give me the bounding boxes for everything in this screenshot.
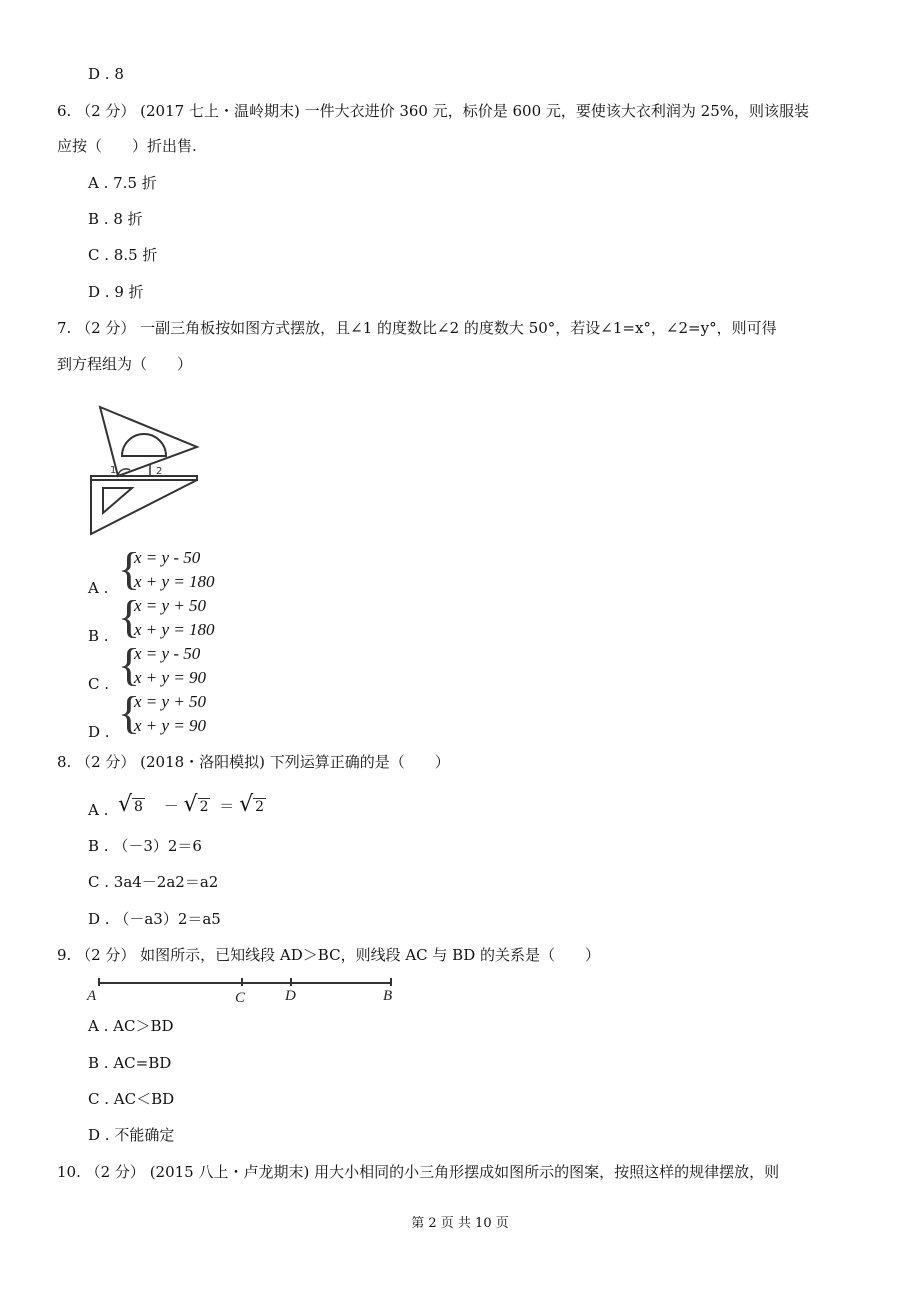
q9-option-a: A . AC＞BD xyxy=(88,1017,174,1035)
sqrt-icon: √ xyxy=(183,792,198,817)
q7-stem-line2: 到方程组为（ ） xyxy=(57,355,193,373)
q9-point-b: B xyxy=(383,988,393,1004)
q8-a-radicand-3: 2 xyxy=(255,799,265,815)
q7-option-b-label: B . xyxy=(88,627,109,645)
q7-angle2-label: 2 xyxy=(156,466,163,477)
q7-d-eq1: x = y + 50 xyxy=(134,692,207,711)
sqrt-icon: √ xyxy=(239,792,254,817)
q9-option-d: D . 不能确定 xyxy=(88,1126,175,1144)
q7-d-eq2: x + y = 90 xyxy=(134,716,207,735)
q7-b-eq2: x + y = 180 xyxy=(134,620,215,639)
q7-c-eq1: x = y - 50 xyxy=(134,644,201,663)
q9-point-c: C xyxy=(235,990,246,1004)
q5-option-d: D . 8 xyxy=(88,65,124,83)
q9-point-d: D xyxy=(285,988,296,1004)
q9-point-a: A xyxy=(87,988,97,1004)
q7-option-b-system xyxy=(118,591,238,644)
q7-b-eq1: x = y + 50 xyxy=(134,596,207,615)
q8-option-a-expr xyxy=(118,790,266,822)
q8-stem: 8. （2 分） (2018・洛阳模拟) 下列运算正确的是（ ） xyxy=(57,753,450,771)
q8-a-radicand-1: 8 xyxy=(134,799,143,815)
q6-stem-line1: 6. （2 分） (2017 七上・温岭期末) 一件大衣进价 360 元，标价是 600 元，要使该大衣利润为 25%，则该服装 xyxy=(57,102,810,120)
brace-icon: { xyxy=(118,543,141,594)
brace-icon: { xyxy=(118,687,141,738)
q8-option-a-label: A . xyxy=(88,801,109,819)
q8-option-c: C . 3a4－2a2＝a2 xyxy=(88,873,219,891)
q9-stem: 9. （2 分） 如图所示，已知线段 AD＞BC，则线段 AC 与 BD 的关系是（ ） xyxy=(57,946,600,964)
q7-triangle-figure xyxy=(85,400,205,540)
q7-option-c-label: C . xyxy=(88,675,110,693)
q7-stem-line1: 7. （2 分） 一副三角板按如图方式摆放，且∠1 的度数比∠2 的度数大 50°，若设∠1=x°，∠2=y°，则可得 xyxy=(57,319,777,337)
q7-c-eq2: x + y = 90 xyxy=(134,668,207,687)
q7-option-a-label: A . xyxy=(88,579,109,597)
q6-stem-line2: 应按（ ）折出售. xyxy=(57,137,197,155)
brace-icon: { xyxy=(118,591,141,642)
q6-option-b: B . 8 折 xyxy=(88,210,143,228)
brace-icon: { xyxy=(118,639,141,690)
q7-option-a-system xyxy=(118,543,238,596)
q8-option-d: D . （－a3）2＝a5 xyxy=(88,910,221,928)
q8-a-equals: ＝ xyxy=(219,797,235,815)
q7-option-d-system xyxy=(118,687,238,740)
q9-segment-figure xyxy=(85,974,405,1004)
q6-option-c: C . 8.5 折 xyxy=(88,246,158,264)
q7-option-c-system xyxy=(118,639,238,692)
q8-a-radicand-2: 2 xyxy=(199,799,209,815)
q6-option-a: A . 7.5 折 xyxy=(88,174,157,192)
q8-a-minus: － xyxy=(163,797,179,815)
sqrt-icon: √ xyxy=(118,792,133,817)
q10-stem: 10. （2 分） (2015 八上・卢龙期末) 用大小相同的小三角形摆成如图所示的图案，按照这样的规律摆放，则 xyxy=(57,1163,780,1181)
q8-option-b: B . （－3）2＝6 xyxy=(88,837,202,855)
q7-option-d-label: D . xyxy=(88,723,110,741)
q7-angle1-label: 1 xyxy=(110,465,117,476)
q9-option-b: B . AC=BD xyxy=(88,1054,172,1072)
q7-a-eq1: x = y - 50 xyxy=(134,548,201,567)
q6-option-d: D . 9 折 xyxy=(88,283,144,301)
q7-a-eq2: x + y = 180 xyxy=(134,572,215,591)
page-footer: 第 2 页 共 10 页 xyxy=(411,1216,509,1231)
q9-option-c: C . AC＜BD xyxy=(88,1090,175,1108)
